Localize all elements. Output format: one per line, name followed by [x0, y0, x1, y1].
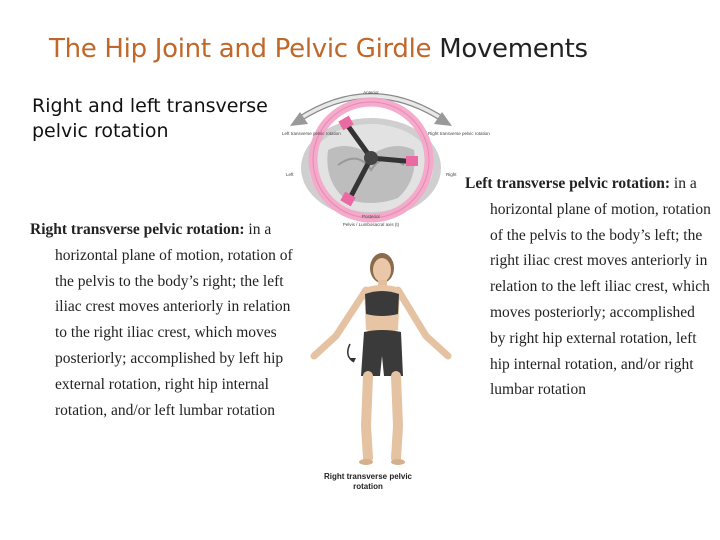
right-rotation-definition [30, 217, 305, 423]
title-rest: Movements [439, 34, 588, 64]
left-rotation-body: in a horizontal plane of motion, rotation of the pelvis to the body’s left; the right iliac crest moves anteriorly in relation to the left iliac crest, which moves posteriorly; accomplished by right hip external rotation, left hip internal rotation, and/or right lumbar rotation [490, 175, 711, 399]
right-rotation-body: in a horizontal plane of motion, rotation of the pelvis to the body’s right; the left iliac crest moves anteriorly in relation to the right iliac crest, which moves posteriorly; accomplished by left hip external rotation, right hip internal rotation, and/or left lumbar rotation [55, 221, 293, 419]
slide-title [49, 32, 588, 66]
label-left-rotation: Left transverse pelvic rotation [282, 131, 341, 136]
right-rotation-heading: Right transverse pelvic rotation: [30, 221, 245, 238]
label-right: Right [446, 172, 457, 177]
label-anterior: Anterior [363, 90, 379, 95]
label-posterior: Posterior [361, 214, 381, 219]
person-caption: Right transverse pelvic rotation [323, 472, 413, 491]
pelvis-rotation-diagram [278, 80, 490, 238]
subheading: Right and left transverse pelvic rotation [32, 95, 268, 142]
label-left: Left [286, 172, 294, 177]
label-axis: Pelvis / Lumbosacral axis (t) [342, 222, 400, 227]
left-rotation-definition [465, 171, 714, 403]
left-rotation-heading: Left transverse pelvic rotation: [465, 175, 671, 192]
person-figure [306, 244, 456, 474]
label-right-rotation: Right transverse pelvic rotation [428, 131, 490, 136]
title-main: The Hip Joint and Pelvic Girdle [49, 34, 432, 64]
